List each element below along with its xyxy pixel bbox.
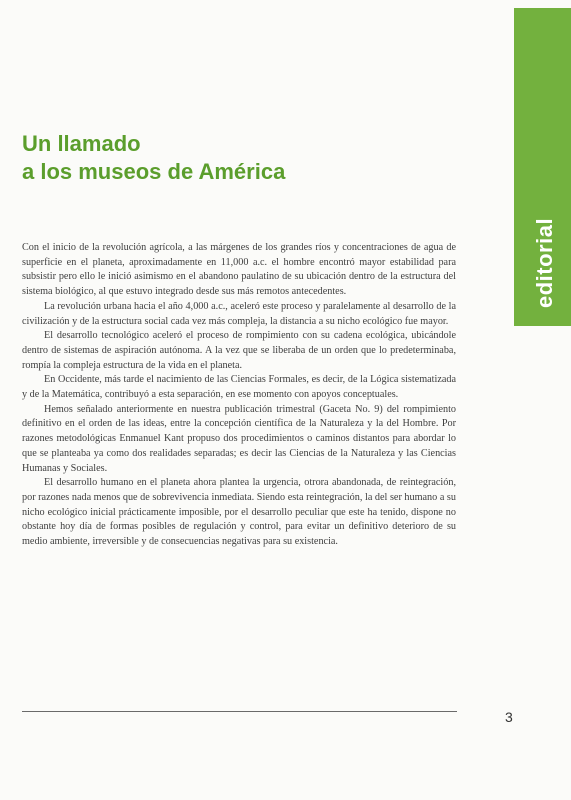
paragraph: La revolución urbana hacia el año 4,000 a.c., aceleró este proceso y paralelamente al desarrollo de la civilización y de la estructura social cada vez más compleja, la distancia a su nicho ecológico fue mayor.: [22, 300, 456, 327]
paragraph: El desarrollo humano en el planeta ahora plantea la urgencia, otrora abandonada, de reintegración, por razones nada menos que de sobrevivencia inmediata. Siendo esta reintegración, la del ser humano a su nicho ecológico inicial prácticamente imposible, por el desarrollo peculiar que este ha tenido, dispone no obstante hoy día de formas posibles de regulación y control, para evitar un definitivo deterioro de su medio ambiente, irreversible y de consecuencias negativas para su existencia.: [22, 477, 456, 548]
section-tab: [514, 8, 571, 326]
paragraph: Hemos señalado anteriormente en nuestra publicación trimestral (Gaceta No. 9) del rompimiento definitivo en el orden de las ideas, entre la concepción científica de la Naturaleza y la del Hombre. Por razones metodológicas Enmanuel Kant propuso dos procedimientos o caminos distantos para abordar lo que se planteaba ya como dos realidades separadas; es decir las Ciencias de la Naturaleza y las Ciencias Humanas y Sociales.: [22, 403, 456, 474]
paragraph: El desarrollo tecnológico aceleró el proceso de rompimiento con su cadena ecológica, ubicándole dentro de sistemas de aspiración autónoma. A la vez que se liberaba de un orden que lo predeterminaba, rompía la compleja estructura de la vida en el planeta.: [22, 330, 456, 371]
section-label: editorial: [532, 217, 557, 308]
article-body: [22, 241, 456, 550]
paragraph: En Occidente, más tarde el nacimiento de las Ciencias Formales, es decir, de la Lógica sistematizada y de la Matemática, contribuyó a esta separación, en ese momento con apoyos conceptuales.: [22, 374, 456, 401]
title-line-2: a los museos de América: [22, 159, 286, 184]
page-title: [22, 130, 285, 186]
paragraph: Con el inicio de la revolución agrícola, a las márgenes de los grandes ríos y concentraciones de agua de superficie en el planeta, aproximadamente en 11,000 a.c. el hombre encontró mayor estabilidad para subsistir pero ello le inició asimismo en el abandono paulatino de su ubicación dentro de la estructura del sistema biológico, al que estuvo integrado desde sus más remotos antecedentes.: [22, 242, 456, 298]
title-line-1: Un llamado: [22, 131, 141, 156]
page-number: 3: [505, 709, 513, 725]
footer-divider: [22, 711, 457, 712]
